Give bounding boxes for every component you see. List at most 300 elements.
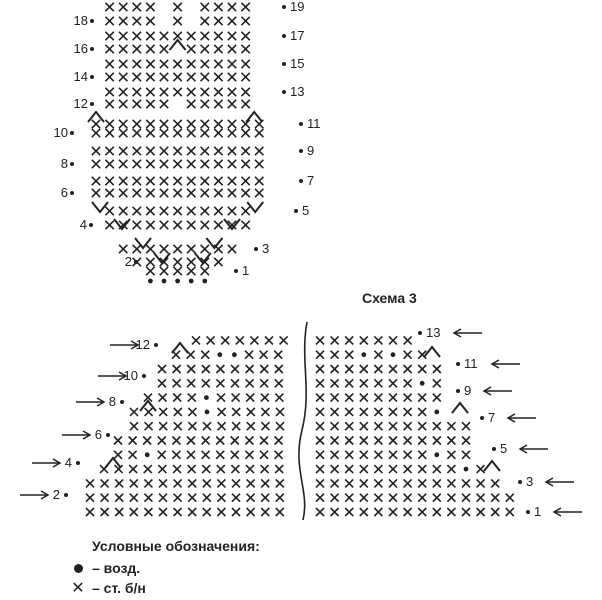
single-crochet-x-icon (228, 189, 236, 197)
chain-dot-icon (120, 400, 124, 404)
row-number: 13 (426, 325, 441, 340)
row-number: 7 (307, 173, 315, 188)
single-crochet-x-icon (187, 221, 195, 229)
row-number: 9 (464, 383, 472, 398)
single-crochet-x-icon (389, 394, 397, 402)
single-crochet-x-icon (228, 100, 236, 108)
single-crochet-x-icon (160, 129, 168, 137)
single-crochet-x-icon (316, 379, 324, 387)
single-crochet-x-icon (119, 245, 127, 253)
single-crochet-x-icon (245, 451, 253, 459)
single-crochet-x-icon (188, 494, 196, 502)
single-crochet-x-icon (433, 394, 441, 402)
single-crochet-x-icon (105, 160, 113, 168)
single-crochet-x-icon (130, 408, 138, 416)
single-crochet-x-icon (275, 451, 283, 459)
single-crochet-x-icon (133, 245, 141, 253)
single-crochet-x-icon (133, 17, 141, 25)
single-crochet-x-icon (216, 379, 224, 387)
single-crochet-x-icon (447, 494, 455, 502)
single-crochet-x-icon (331, 437, 339, 445)
single-crochet-x-icon (201, 267, 209, 275)
single-crochet-x-icon (160, 147, 168, 155)
single-crochet-x-icon (241, 60, 249, 68)
row-number: 1 (242, 263, 250, 278)
row-number: 1 (534, 504, 542, 519)
single-crochet-x-icon (247, 408, 255, 416)
single-crochet-x-icon (241, 17, 249, 25)
single-crochet-x-icon (144, 479, 152, 487)
single-crochet-x-icon (173, 129, 181, 137)
single-crochet-x-icon (360, 465, 368, 473)
single-crochet-x-icon (146, 245, 154, 253)
direction-arrow-icon (20, 491, 48, 499)
single-crochet-x-icon (404, 394, 412, 402)
single-crochet-x-icon (214, 88, 222, 96)
single-crochet-x-icon (255, 189, 263, 197)
single-crochet-x-icon (218, 422, 226, 430)
chain-dot-icon (361, 352, 366, 357)
single-crochet-x-icon (216, 451, 224, 459)
chain-dot-icon (294, 209, 298, 213)
single-crochet-x-icon (275, 365, 283, 373)
single-crochet-x-icon (92, 120, 100, 128)
single-crochet-x-icon (228, 129, 236, 137)
chain-dot-icon (232, 352, 237, 357)
single-crochet-x-icon (159, 479, 167, 487)
single-crochet-x-icon (247, 508, 255, 516)
single-crochet-x-icon (255, 177, 263, 185)
single-crochet-x-icon (404, 451, 412, 459)
row-number: 18 (73, 13, 88, 28)
single-crochet-x-icon (129, 465, 137, 473)
chain-dot-icon (464, 467, 469, 472)
single-crochet-x-icon (331, 365, 339, 373)
single-crochet-x-icon (101, 508, 109, 516)
single-crochet-x-icon (316, 465, 324, 473)
single-crochet-x-icon (316, 451, 324, 459)
single-crochet-x-icon (217, 494, 225, 502)
single-crochet-x-icon (345, 394, 353, 402)
single-crochet-x-icon (360, 336, 368, 344)
legend-item-text: – возд. (92, 560, 141, 576)
single-crochet-x-icon (101, 479, 109, 487)
single-crochet-x-icon (119, 189, 127, 197)
single-crochet-x-icon (228, 177, 236, 185)
single-crochet-x-icon (447, 479, 455, 487)
single-crochet-x-icon (105, 177, 113, 185)
single-crochet-x-icon (133, 73, 141, 81)
single-crochet-x-icon (192, 336, 200, 344)
single-crochet-x-icon (146, 189, 154, 197)
single-crochet-x-icon (345, 465, 353, 473)
single-crochet-x-icon (374, 408, 382, 416)
single-crochet-x-icon (115, 494, 123, 502)
single-crochet-x-icon (217, 465, 225, 473)
single-crochet-x-icon (360, 494, 368, 502)
single-crochet-x-icon (130, 494, 138, 502)
single-crochet-x-icon (119, 177, 127, 185)
chain-dot-icon (205, 410, 210, 415)
single-crochet-x-icon (374, 437, 382, 445)
single-crochet-x-icon (201, 120, 209, 128)
single-crochet-x-icon (447, 508, 455, 516)
single-crochet-x-icon (201, 129, 209, 137)
single-crochet-x-icon (316, 394, 324, 402)
single-crochet-x-icon (345, 379, 353, 387)
single-crochet-x-icon (133, 160, 141, 168)
single-crochet-x-icon (105, 73, 113, 81)
single-crochet-x-icon (276, 479, 284, 487)
chain-dot-icon (282, 5, 286, 9)
direction-arrow-icon (454, 329, 482, 337)
single-crochet-x-icon (144, 508, 152, 516)
single-crochet-x-icon (345, 494, 353, 502)
row-number: 4 (79, 217, 87, 232)
single-crochet-x-icon (331, 422, 339, 430)
single-crochet-x-icon (187, 160, 195, 168)
single-crochet-x-icon (133, 120, 141, 128)
single-crochet-x-icon (203, 422, 211, 430)
single-crochet-x-icon (146, 88, 154, 96)
single-crochet-x-icon (360, 422, 368, 430)
single-crochet-x-icon (316, 408, 324, 416)
single-crochet-x-icon (187, 147, 195, 155)
single-crochet-x-icon (158, 451, 166, 459)
single-crochet-x-icon (462, 437, 470, 445)
single-crochet-x-icon (145, 422, 153, 430)
chain-dot-icon (64, 493, 68, 497)
single-crochet-x-icon (404, 508, 412, 516)
single-crochet-x-icon (214, 129, 222, 137)
direction-arrow-icon (98, 372, 126, 380)
single-crochet-x-icon (187, 437, 195, 445)
single-crochet-x-icon (146, 32, 154, 40)
single-crochet-x-icon (418, 465, 426, 473)
direction-arrow-icon (32, 459, 60, 467)
single-crochet-x-icon (316, 365, 324, 373)
single-crochet-x-icon (173, 88, 181, 96)
single-crochet-x-icon (187, 100, 195, 108)
single-crochet-x-icon (447, 422, 455, 430)
single-crochet-x-icon (187, 177, 195, 185)
single-crochet-x-icon (433, 437, 441, 445)
single-crochet-x-icon (201, 160, 209, 168)
single-crochet-x-icon (331, 479, 339, 487)
chain-dot-icon (234, 269, 238, 273)
single-crochet-x-icon (228, 120, 236, 128)
single-crochet-x-icon (146, 60, 154, 68)
chain-dot-icon (420, 381, 425, 386)
single-crochet-x-icon (404, 408, 412, 416)
single-crochet-x-icon (345, 336, 353, 344)
decrease-caret-icon (246, 112, 262, 122)
direction-arrow-icon (508, 414, 536, 422)
single-crochet-x-icon (275, 394, 283, 402)
decrease-caret-icon (105, 458, 121, 468)
single-crochet-x-icon (276, 408, 284, 416)
single-crochet-x-icon (404, 422, 412, 430)
single-crochet-x-icon (173, 379, 181, 387)
chain-dot-icon (456, 362, 460, 366)
single-crochet-x-icon (462, 494, 470, 502)
single-crochet-x-icon (146, 221, 154, 229)
single-crochet-x-icon (187, 365, 195, 373)
single-crochet-x-icon (261, 465, 269, 473)
single-crochet-x-icon (477, 508, 485, 516)
row-number: 16 (73, 41, 88, 56)
single-crochet-x-icon (247, 422, 255, 430)
row-number: 11 (307, 116, 321, 131)
single-crochet-x-icon (433, 365, 441, 373)
single-crochet-x-icon (133, 88, 141, 96)
single-crochet-x-icon (241, 147, 249, 155)
single-crochet-x-icon (228, 245, 236, 253)
single-crochet-x-icon (389, 365, 397, 373)
single-crochet-x-icon (389, 336, 397, 344)
single-crochet-x-icon (158, 465, 166, 473)
legend-item-single-crochet (68, 578, 260, 598)
single-crochet-x-icon (247, 479, 255, 487)
single-crochet-x-icon (418, 451, 426, 459)
row-number: 12 (73, 96, 88, 111)
single-crochet-x-icon (201, 88, 209, 96)
single-crochet-x-icon (201, 351, 209, 359)
single-crochet-x-icon (160, 120, 168, 128)
chain-dot-icon (76, 461, 80, 465)
single-crochet-x-icon (389, 494, 397, 502)
single-crochet-x-icon (228, 32, 236, 40)
single-crochet-x-icon (187, 32, 195, 40)
single-crochet-x-icon (231, 451, 239, 459)
single-crochet-x-icon (105, 3, 113, 11)
single-crochet-x-icon (404, 479, 412, 487)
single-crochet-x-icon (214, 3, 222, 11)
single-crochet-x-icon (228, 60, 236, 68)
chain-dot-icon (299, 122, 303, 126)
single-crochet-x-icon (374, 422, 382, 430)
single-crochet-x-icon (331, 379, 339, 387)
direction-arrow-icon (110, 341, 138, 349)
single-crochet-x-icon (187, 245, 195, 253)
chain-dot-icon (90, 75, 94, 79)
chain-dot-icon (90, 102, 94, 106)
single-crochet-x-icon (462, 508, 470, 516)
single-crochet-x-icon (374, 379, 382, 387)
chain-dot-icon (134, 260, 138, 264)
single-crochet-x-icon (260, 379, 268, 387)
single-crochet-x-icon (216, 365, 224, 373)
single-crochet-x-icon (86, 479, 94, 487)
single-crochet-x-icon (144, 465, 152, 473)
single-crochet-x-icon (316, 494, 324, 502)
single-crochet-x-icon (331, 494, 339, 502)
chain-dot-icon (217, 352, 222, 357)
single-crochet-x-icon (231, 437, 239, 445)
single-crochet-x-icon (133, 3, 141, 11)
single-crochet-x-icon (119, 129, 127, 137)
single-crochet-x-icon (345, 437, 353, 445)
single-crochet-x-icon (187, 267, 195, 275)
single-crochet-x-icon (374, 479, 382, 487)
single-crochet-x-icon (241, 32, 249, 40)
single-crochet-x-icon (187, 60, 195, 68)
single-crochet-x-icon (201, 177, 209, 185)
single-crochet-x-icon (187, 120, 195, 128)
single-crochet-x-icon (260, 451, 268, 459)
single-crochet-x-icon (214, 73, 222, 81)
single-crochet-x-icon (217, 394, 225, 402)
single-crochet-x-icon (404, 465, 412, 473)
single-crochet-x-icon (173, 258, 181, 266)
single-crochet-x-icon (119, 160, 127, 168)
single-crochet-x-icon (360, 508, 368, 516)
direction-arrow-icon (554, 508, 582, 516)
single-crochet-x-icon (241, 129, 249, 137)
single-crochet-x-icon (506, 508, 514, 516)
direction-arrow-icon (76, 398, 104, 406)
single-crochet-x-icon (462, 422, 470, 430)
single-crochet-x-icon (119, 73, 127, 81)
chain-dot-icon (434, 410, 439, 415)
single-crochet-x-icon (101, 494, 109, 502)
chain-dot-icon (142, 374, 146, 378)
row-number: 9 (307, 143, 315, 158)
single-crochet-x-icon (241, 3, 249, 11)
single-crochet-x-icon (433, 422, 441, 430)
single-crochet-x-icon (374, 351, 382, 359)
single-crochet-x-icon (92, 129, 100, 137)
chain-dot-icon (90, 47, 94, 51)
single-crochet-x-icon (130, 508, 138, 516)
single-crochet-x-icon (146, 267, 154, 275)
single-crochet-x-icon (360, 394, 368, 402)
single-crochet-x-icon (173, 267, 181, 275)
single-crochet-x-icon (159, 494, 167, 502)
single-crochet-x-icon (214, 147, 222, 155)
chain-dot-icon (282, 34, 286, 38)
single-crochet-x-icon (160, 189, 168, 197)
single-crochet-x-icon (246, 365, 254, 373)
single-crochet-x-icon (105, 147, 113, 155)
legend (68, 538, 260, 598)
row-number: 5 (500, 441, 508, 456)
single-crochet-x-icon (187, 451, 195, 459)
single-crochet-x-icon (133, 207, 141, 215)
single-crochet-x-icon (105, 129, 113, 137)
chain-dot-icon (90, 19, 94, 23)
row-number: 3 (526, 474, 534, 489)
single-crochet-x-icon (173, 120, 181, 128)
single-crochet-x-icon (105, 100, 113, 108)
single-crochet-x-icon (174, 479, 182, 487)
single-crochet-x-icon (146, 160, 154, 168)
single-crochet-x-icon (316, 336, 324, 344)
single-crochet-x-icon (160, 100, 168, 108)
single-crochet-x-icon (331, 351, 339, 359)
row-number: 2 (52, 487, 60, 502)
single-crochet-x-icon (146, 73, 154, 81)
single-crochet-x-icon (360, 437, 368, 445)
single-crochet-x-icon (228, 73, 236, 81)
single-crochet-x-icon (214, 160, 222, 168)
single-crochet-x-icon (221, 336, 229, 344)
single-crochet-x-icon (160, 45, 168, 53)
single-crochet-x-icon (188, 508, 196, 516)
row-number: 14 (73, 69, 88, 84)
single-crochet-x-icon (228, 17, 236, 25)
single-crochet-x-icon (261, 408, 269, 416)
single-crochet-x-icon (241, 189, 249, 197)
single-crochet-x-icon (133, 177, 141, 185)
single-crochet-x-icon (130, 479, 138, 487)
single-crochet-x-icon (447, 437, 455, 445)
single-crochet-x-icon (433, 508, 441, 516)
legend-item-chain (68, 558, 260, 578)
single-crochet-x-icon (418, 494, 426, 502)
single-crochet-x-icon (261, 394, 269, 402)
single-crochet-x-icon (345, 351, 353, 359)
chain-dot-icon (254, 247, 258, 251)
single-crochet-x-icon (202, 437, 210, 445)
single-crochet-x-icon (374, 465, 382, 473)
single-crochet-x-icon (203, 479, 211, 487)
row-number: 8 (108, 394, 116, 409)
single-crochet-x-icon (276, 494, 284, 502)
single-crochet-x-icon (261, 494, 269, 502)
single-crochet-x-icon (145, 408, 153, 416)
row-number: 10 (123, 368, 138, 383)
single-crochet-x-icon (119, 100, 127, 108)
single-crochet-x-icon (187, 73, 195, 81)
single-crochet-x-icon (201, 32, 209, 40)
single-crochet-x-icon (119, 120, 127, 128)
single-crochet-x-icon (360, 479, 368, 487)
single-crochet-x-icon (418, 479, 426, 487)
single-crochet-x-icon (316, 351, 324, 359)
row-number: 5 (302, 203, 310, 218)
single-crochet-x-icon (360, 408, 368, 416)
single-crochet-x-icon (105, 45, 113, 53)
single-crochet-x-icon (389, 408, 397, 416)
single-crochet-x-icon (201, 17, 209, 25)
chain-dot-icon (70, 191, 74, 195)
single-crochet-x-icon (404, 351, 412, 359)
single-crochet-x-icon (389, 479, 397, 487)
single-crochet-x-icon (255, 160, 263, 168)
single-crochet-x-icon (404, 336, 412, 344)
chain-dot-icon (70, 131, 74, 135)
single-crochet-x-icon (105, 60, 113, 68)
single-crochet-x-icon (418, 508, 426, 516)
row-number: 15 (290, 56, 305, 71)
single-crochet-x-icon (433, 465, 441, 473)
single-crochet-x-icon (418, 408, 426, 416)
single-crochet-x-icon (331, 508, 339, 516)
single-crochet-x-icon (261, 422, 269, 430)
single-crochet-x-icon (105, 221, 113, 229)
single-crochet-x-icon (265, 336, 273, 344)
single-crochet-x-icon (92, 160, 100, 168)
single-crochet-x-icon (146, 147, 154, 155)
row-number: 6 (94, 427, 102, 442)
chain-dot-icon (526, 510, 530, 514)
single-crochet-x-icon (228, 45, 236, 53)
chain-dot-icon (162, 279, 167, 284)
direction-arrow-icon (484, 387, 512, 395)
single-crochet-x-icon (418, 394, 426, 402)
single-crochet-x-icon (462, 451, 470, 459)
